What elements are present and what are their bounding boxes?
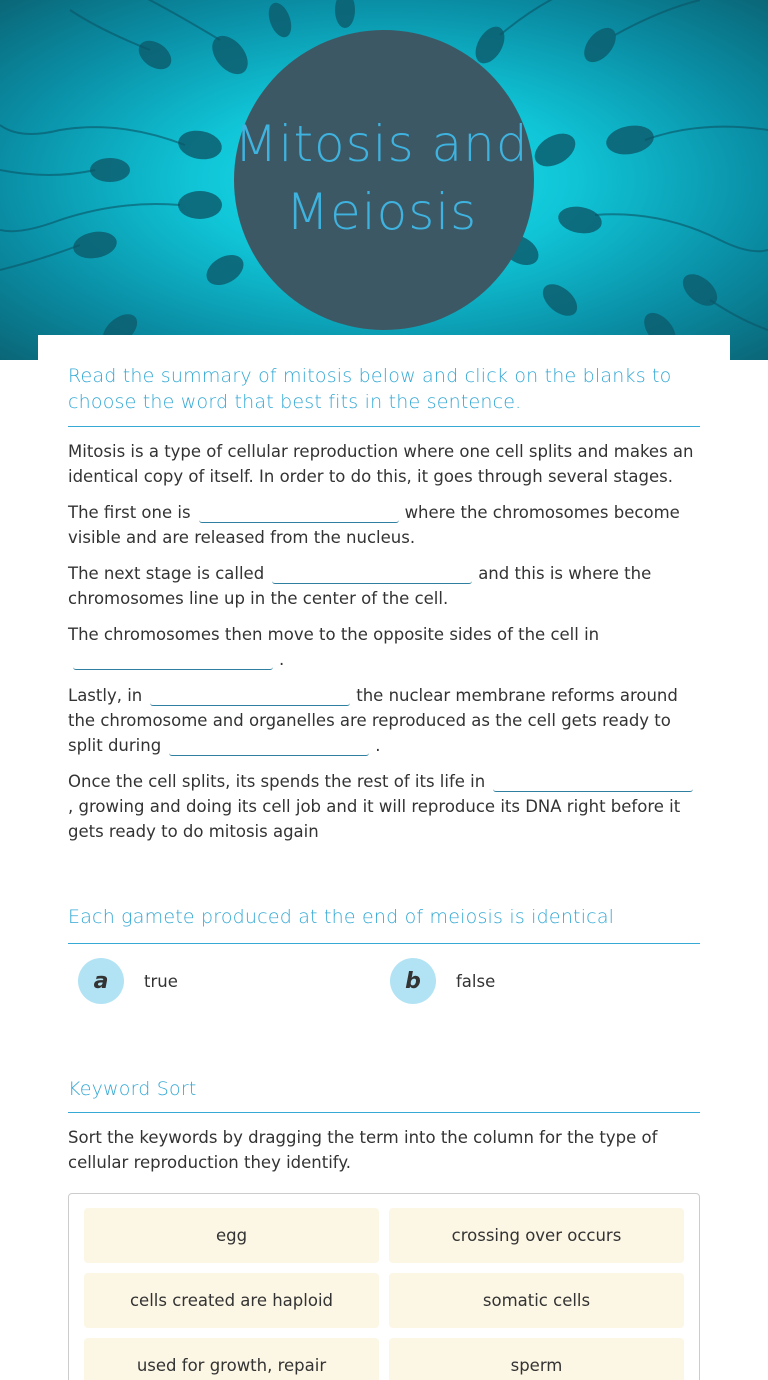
option-false[interactable] <box>380 958 692 1004</box>
sentence-text: . <box>375 736 381 755</box>
answer-options <box>68 958 700 1004</box>
sentence-3 <box>68 622 700 672</box>
option-letter-badge: b <box>390 958 436 1004</box>
option-true[interactable] <box>68 958 380 1004</box>
blank-dropdown-5[interactable] <box>169 736 369 756</box>
sentence-text: . <box>279 650 285 669</box>
keyword-tile[interactable]: crossing over occurs <box>389 1208 684 1263</box>
worksheet-card <box>38 335 730 1380</box>
keyword-tile[interactable]: egg <box>84 1208 379 1263</box>
sentence-text: The chromosomes then move to the opposite sides of the cell in <box>68 625 600 644</box>
sentence-text: The first one is <box>68 503 191 522</box>
option-letter-badge: a <box>78 958 124 1004</box>
question-title: Read the summary of mitosis below and click on the blanks to choose the word that best fits in the sentence. <box>68 335 700 427</box>
sentence-2 <box>68 561 700 611</box>
page-title: Mitosis and Meiosis <box>234 115 529 241</box>
intro-paragraph: Mitosis is a type of cellular reproduction where one cell splits and makes an identical copy of itself. In order to do this, it goes through several stages. <box>68 442 694 486</box>
sort-instructions: Sort the keywords by dragging the term into the column for the type of cellular reproduction they identify. <box>68 1128 658 1172</box>
sentence-1 <box>68 500 700 550</box>
blank-dropdown-2[interactable] <box>272 564 472 584</box>
sentence-5 <box>68 769 700 844</box>
keyword-tile[interactable]: somatic cells <box>389 1273 684 1328</box>
sentence-text: Once the cell splits, its spends the rest of its life in <box>68 772 486 791</box>
question-title: Each gamete produced at the end of meiosis is identical <box>68 904 700 944</box>
question-title: Keyword Sort <box>68 1076 700 1113</box>
option-label: true <box>144 971 178 991</box>
title-circle <box>234 30 534 330</box>
blank-dropdown-4[interactable] <box>150 686 350 706</box>
sentence-text: the nuclear membrane reforms around the chromosome and organelles are reproduced as the cell gets ready to split during <box>68 686 678 755</box>
blank-dropdown-6[interactable] <box>493 772 693 792</box>
blank-dropdown-1[interactable] <box>199 503 399 523</box>
header-banner <box>0 0 768 360</box>
sentence-text: where the chromosomes become visible and are released from the nucleus. <box>68 503 680 547</box>
sentence-text: , growing and doing its cell job and it will reproduce its DNA right before it gets ready to do mitosis again <box>68 797 681 841</box>
keyword-tile[interactable]: cells created are haploid <box>84 1273 379 1328</box>
keyword-tile[interactable]: used for growth, repair <box>84 1338 379 1380</box>
option-label: false <box>456 971 496 991</box>
blank-dropdown-3[interactable] <box>73 650 273 670</box>
question-multiple-choice <box>68 904 700 1004</box>
sentence-text: Lastly, in <box>68 686 143 705</box>
sentence-4 <box>68 683 700 758</box>
keyword-bank <box>68 1193 700 1380</box>
question-keyword-sort <box>68 1076 700 1380</box>
sentence-text: and this is where the chromosomes line up in the center of the cell. <box>68 564 652 608</box>
question-fill-in-blanks <box>68 335 700 844</box>
keyword-tile[interactable]: sperm <box>389 1338 684 1380</box>
sentence-text: The next stage is called <box>68 564 265 583</box>
